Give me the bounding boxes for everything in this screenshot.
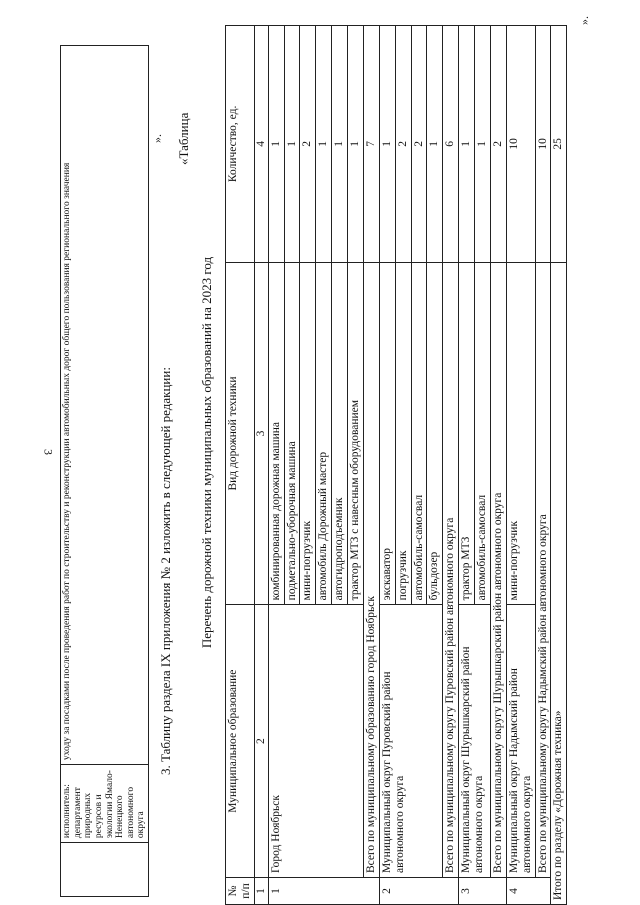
table-row [61, 46, 149, 897]
subtotal-quantity: 10 [535, 26, 551, 263]
table-title: Перечень дорожной техники муниципальных образований на 2023 год [199, 256, 214, 649]
table-row [506, 26, 535, 905]
road-equipment-table [225, 25, 567, 905]
column-number: 4 [254, 26, 268, 263]
equipment-type: автогидроподъемник [332, 262, 348, 605]
equipment-type: подметально-уборочная машина [284, 262, 300, 605]
equipment-type: трактор МТЗ [459, 262, 475, 605]
subtotal-quantity: 2 [490, 26, 506, 263]
empty-cell [61, 843, 149, 897]
column-number: 3 [254, 262, 268, 605]
grand-total-label: Итого по разделу «Дорожная техника» [551, 262, 567, 904]
quantity: 2 [411, 26, 427, 263]
quantity: 1 [284, 26, 300, 263]
grand-total-row [551, 26, 567, 905]
page-number: 3 [41, 449, 56, 455]
instruction-text: 3. Таблицу раздела IX приложения № 2 изложить в следующей редакции: [158, 367, 173, 775]
equipment-type: автомобиль-самосвал [475, 262, 491, 605]
column-number: 1 [254, 878, 268, 905]
executor-cell: исполнитель: департамент природных ресурсов и экологии Ямало-Ненецкого автономного округа [61, 765, 149, 843]
subtotal-label: Всего по муниципальному округу Шурышкарский район автономного округа [490, 262, 506, 877]
subtotal-row [535, 26, 551, 905]
header-municipality: Муниципальное образование [226, 605, 255, 878]
quantity: 1 [427, 26, 443, 263]
equipment-type: трактор МТЗ с навесным оборудованием [348, 262, 364, 605]
row-number: 1 [268, 878, 379, 905]
quantity: 1 [348, 26, 364, 263]
quantity: 2 [395, 26, 411, 263]
equipment-type: мини-погрузчик [506, 262, 535, 605]
subtotal-quantity: 6 [443, 26, 459, 263]
quantity: 1 [475, 26, 491, 263]
equipment-type: автомобиль Дорожный мастер [316, 262, 332, 605]
row-number: 3 [459, 878, 507, 905]
municipality-cell: Муниципальный округ Надымский район автономного округа [506, 605, 535, 878]
row-number: 2 [379, 878, 458, 905]
column-number-row [254, 26, 268, 905]
header-equipment-type: Вид дорожной техники [226, 262, 255, 605]
quantity: 1 [379, 26, 395, 263]
subtotal-label: Всего по муниципальному округу Пуровский район автономного округа [443, 262, 459, 877]
quantity: 1 [459, 26, 475, 263]
municipality-cell: Город Ноябрьск [268, 605, 363, 878]
subtotal-quantity: 7 [363, 26, 379, 263]
description-cell: уходу за посадками после проведения работ по строительству и реконструкции автомобильных дорог общего пользования регионального значения [61, 46, 149, 765]
table-row [459, 26, 475, 905]
quantity: 10 [506, 26, 535, 263]
subtotal-label: Всего по муниципальному округу Надымский район автономного округа [535, 262, 551, 877]
subtotal-label: Всего по муниципальному образованию город Ноябрьск [363, 262, 379, 877]
header-no: № п/п [226, 878, 255, 905]
subtotal-row [363, 26, 379, 905]
municipality-cell: Муниципальный округ Пуровский район автономного округа [379, 605, 443, 878]
table-row [379, 26, 395, 905]
quantity: 1 [332, 26, 348, 263]
grand-total-quantity: 25 [551, 26, 567, 263]
header-quantity: Количество, ед. [226, 26, 255, 263]
quantity: 1 [268, 26, 284, 263]
closing-quote: ». [150, 134, 164, 143]
equipment-type: погрузчик [395, 262, 411, 605]
equipment-type: автомобиль-самосвал [411, 262, 427, 605]
table-caption: «Таблица [176, 112, 191, 165]
header-row [226, 26, 255, 905]
equipment-type: бульдозер [427, 262, 443, 605]
closing-quote: ». [577, 16, 591, 25]
previous-table-fragment [60, 45, 149, 897]
equipment-type: мини-погрузчик [300, 262, 316, 605]
column-number: 2 [254, 605, 268, 878]
equipment-type: комбинированная дорожная машина [268, 262, 284, 605]
table-row [268, 26, 284, 905]
subtotal-row [443, 26, 459, 905]
subtotal-row [490, 26, 506, 905]
equipment-type: экскаватор [379, 262, 395, 605]
quantity: 1 [316, 26, 332, 263]
quantity: 2 [300, 26, 316, 263]
row-number: 4 [506, 878, 551, 905]
municipality-cell: Муниципальный округ Шурышкарский район автономного округа [459, 605, 491, 878]
